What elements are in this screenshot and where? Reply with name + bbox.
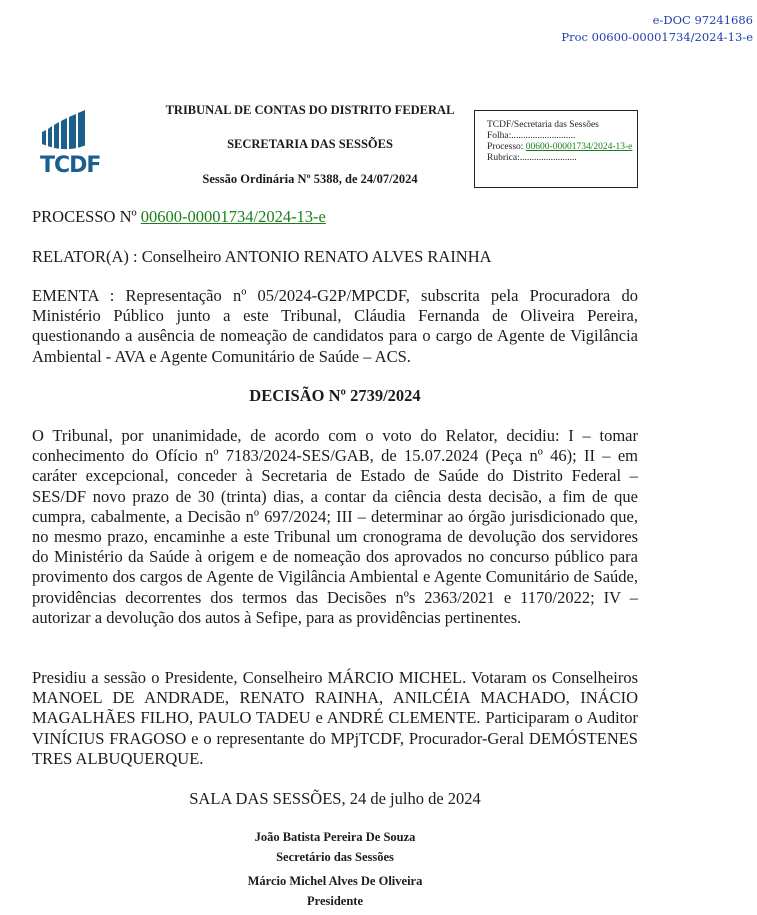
decision-title: DECISÃO Nº 2739/2024 [249, 386, 421, 405]
edoc-id: e-DOC 97241686 [652, 13, 753, 27]
stamp-processo [487, 142, 637, 153]
edoc-process: Proc 00600-00001734/2024-13-e [561, 30, 753, 44]
stamp-processo-label: Processo: [487, 142, 526, 152]
stamp-folha: Folha:........................... [487, 131, 576, 141]
stamp-department: TCDF/Secretaria das Sessões [487, 120, 599, 130]
presidency-paragraph: Presidiu a sessão o Presidente, Conselheiro MÁRCIO MICHEL. Votaram os Conselheiros MANOEL DE ANDRADE, RENATO RAINHA, ANILCÉIA MACHADO, INÁCIO MAGALHÃES FILHO, PAULO TADEU e ANDRÉ CLEMENTE. Participaram o Auditor VINÍCIUS FRAGOSO e o representante do MPjTCDF, Procurador-Geral DEMÓSTENES TRES ALBUQUERQUE. [32, 668, 638, 768]
signature-president [160, 871, 510, 911]
signature-secretary [160, 827, 510, 867]
department-name: SECRETARIA DAS SESSÕES [227, 137, 393, 151]
relator-line: RELATOR(A) : Conselheiro ANTONIO RENATO ALVES RAINHA [32, 247, 492, 266]
protocol-stamp [474, 110, 638, 188]
stamp-rubrica: Rubrica:........................ [487, 153, 577, 163]
signature-role: Secretário das Sessões [276, 850, 394, 864]
signature-role: Presidente [306, 894, 363, 908]
edoc-reference [561, 12, 753, 46]
tcdf-logo [40, 110, 101, 180]
tcdf-building-logo-icon [40, 110, 96, 152]
session-info: Sessão Ordinária Nº 5388, de 24/07/2024 [202, 172, 418, 186]
process-line [32, 207, 638, 227]
decision-paragraph: O Tribunal, por unanimidade, de acordo com o voto do Relator, decidiu: I – tomar conhecimento do Ofício nº 7183/2024-SES/GAB, de 15.07.2024 (Peça nº 46); II – em caráter excepcional, conceder à Secretaria de Estado de Saúde do Distrito Federal – SES/DF novo prazo de 30 (trinta) dias, a contar da ciência desta decisão, a fim de que cumpra, cabalmente, a Decisão nº 697/2024; III – determinar ao órgão jurisdicionado que, no mesmo prazo, encaminhe a este Tribunal um cronograma de devolução dos servidores do Ministério da Saúde à origem e de nomeação dos aprovados no concurso público para provimento dos cargos de Agente de Vigilância Ambiental e Agente Comunitário de Saúde, providências decorrentes dos termos das Decisões nºs 2363/2021 e 1170/2022; IV – autorizar a devolução dos autos à Sefipe, para as providências pertinentes. [32, 426, 638, 627]
logo-text: TCDF [40, 153, 101, 178]
signature-name: Márcio Michel Alves De Oliveira [247, 874, 423, 888]
process-label: PROCESSO Nº [32, 207, 141, 226]
institution-name: TRIBUNAL DE CONTAS DO DISTRITO FEDERAL [165, 103, 455, 117]
ementa-paragraph: EMENTA : Representação nº 05/2024-G2P/MPCDF, subscrita pela Procuradora do Ministério Público junto a este Tribunal, Cláudia Fernanda de Oliveira Pereira, questionando a ausência de nomeação de candidatos para o cargo de Agente de Vigilância Ambiental - AVA e Agente Comunitário de Saúde – ACS. [32, 286, 638, 366]
process-number-link[interactable]: 00600-00001734/2024-13-e [140, 207, 326, 226]
signature-name: João Batista Pereira De Souza [254, 830, 416, 844]
session-room-date: SALA DAS SESSÕES, 24 de julho de 2024 [189, 789, 481, 808]
stamp-process-link[interactable]: 00600-00001734/2024-13-e [525, 142, 633, 152]
